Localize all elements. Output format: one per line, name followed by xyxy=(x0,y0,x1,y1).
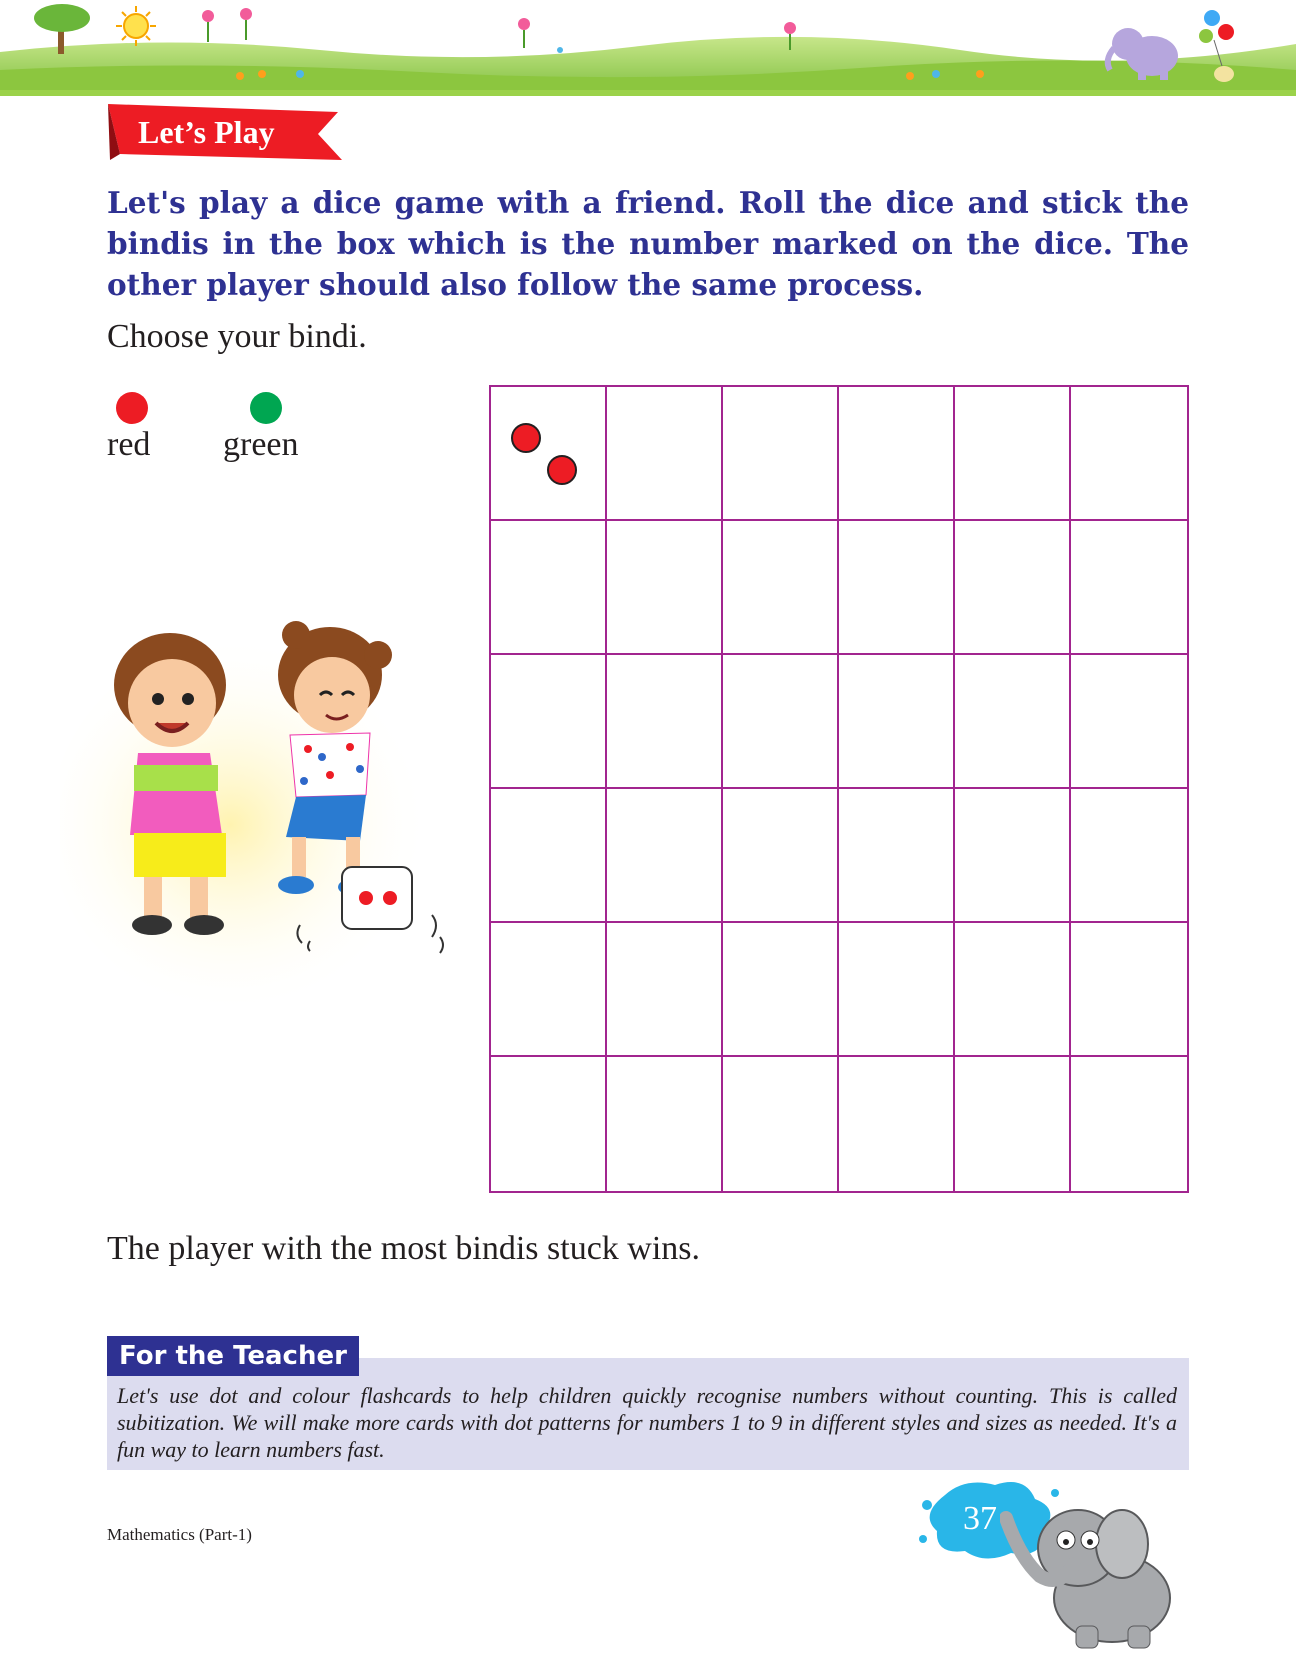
grid-cell[interactable] xyxy=(839,1057,955,1191)
grid-cell[interactable] xyxy=(491,655,607,789)
grid-cell[interactable] xyxy=(1071,923,1187,1057)
grid-cell[interactable] xyxy=(955,1057,1071,1191)
green-bindi-label: green xyxy=(223,426,299,463)
grid-cell[interactable] xyxy=(955,521,1071,655)
green-bindi-dot xyxy=(250,392,282,424)
grid-cell[interactable] xyxy=(723,923,839,1057)
grid-cell[interactable] xyxy=(607,923,723,1057)
grid-cell[interactable] xyxy=(839,923,955,1057)
grid-cell[interactable] xyxy=(1071,387,1187,521)
red-bindi-label: red xyxy=(107,426,151,463)
section-title: Let’s Play xyxy=(138,114,275,150)
grid-cell[interactable] xyxy=(955,789,1071,923)
grid-cell[interactable] xyxy=(607,521,723,655)
closing-text: The player with the most bindis stuck wins. xyxy=(107,1230,701,1267)
grid-cell[interactable] xyxy=(607,1057,723,1191)
teacher-note-title: For the Teacher xyxy=(107,1336,359,1376)
grid-cell[interactable] xyxy=(607,387,723,521)
choose-prompt: Choose your bindi. xyxy=(107,318,367,355)
grid-cell[interactable] xyxy=(839,521,955,655)
book-title: Mathematics (Part-1) xyxy=(107,1525,252,1544)
grid-cell[interactable] xyxy=(1071,521,1187,655)
section-title-badge xyxy=(106,104,346,164)
grid-cell[interactable] xyxy=(839,789,955,923)
grid-cell[interactable] xyxy=(839,655,955,789)
red-bindi-dot xyxy=(116,392,148,424)
grid-cell[interactable] xyxy=(1071,789,1187,923)
teacher-note-text: Let's use dot and colour flashcards to help children quickly recognise numbers without counting. This is called subitization. We will make more cards with dot patterns for numbers 1 to 9 in different styles and sizes as needed. It's a fun way to learn numbers fast. xyxy=(117,1383,1177,1462)
grid-cell[interactable] xyxy=(491,387,607,521)
grid-cell[interactable] xyxy=(955,655,1071,789)
grid-cell[interactable] xyxy=(723,1057,839,1191)
grid-cell[interactable] xyxy=(491,521,607,655)
grid-cell[interactable] xyxy=(723,521,839,655)
grid-cell[interactable] xyxy=(1071,1057,1187,1191)
grid-cell[interactable] xyxy=(723,655,839,789)
sun-icon xyxy=(116,6,156,46)
game-grid xyxy=(489,385,1189,1193)
red-bindi-dot xyxy=(511,423,541,453)
grid-cell[interactable] xyxy=(955,923,1071,1057)
header-banner xyxy=(0,0,1296,96)
grid-cell[interactable] xyxy=(1071,655,1187,789)
grid-cell[interactable] xyxy=(607,789,723,923)
page-number: 37 xyxy=(963,1500,997,1537)
elephant-icon xyxy=(1000,1488,1190,1653)
grid-cell[interactable] xyxy=(723,789,839,923)
children-dice-illustration xyxy=(60,615,480,1015)
grid-cell[interactable] xyxy=(723,387,839,521)
grid-cell[interactable] xyxy=(491,923,607,1057)
grid-cell[interactable] xyxy=(839,387,955,521)
activity-instructions: Let's play a dice game with a friend. Roll the dice and stick the bindis in the box which is the number marked on the dice. The other player should also follow the same process. xyxy=(107,185,1189,302)
red-bindi-dot xyxy=(547,455,577,485)
grid-cell[interactable] xyxy=(491,1057,607,1191)
grid-cell[interactable] xyxy=(955,387,1071,521)
grid-cell[interactable] xyxy=(607,655,723,789)
grid-cell[interactable] xyxy=(491,789,607,923)
